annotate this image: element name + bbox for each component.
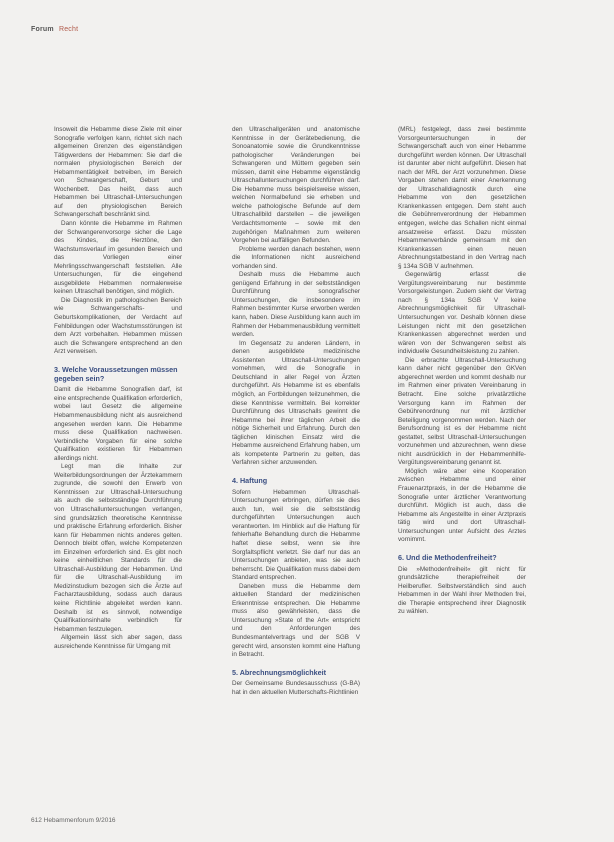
paragraph: Legt man die Inhalte zur Weiterbildungsordnungen der Ärztekammern zugrunde, die sowohl den Erwerb von Kenntnissen zur Ultraschall-Untersuchung als auch die selbstständige Durchführung von Ultraschalluntersuchungen verlangen, sind grundsätzlich theoretische Kenntnisse und praktische Erfahrung erforderlich. Bisher kann für Hebammen nichts anderes gelten. Dennoch bleibt offen, welche Kompetenzen im Einzelnen erforderlich sind. Es gibt noch keine einheitlichen Standards für die Ultraschall-Ausbildung der Hebammen. Und für die Ultraschall-Ausbildung im Medizinstudium bezogen sich die Ärzte auf Facharztausbildung, sodass auch daraus keine Richtlinie abgeleitet werden kann. Deshalb ist es sinnvoll, notwendige Qualifikationsinhalte verbindlich für Hebammen festzulegen. <box>54 463 182 633</box>
paragraph: Probleme werden danach bestehen, wenn die Informationen nicht ausreichend vorhanden sind. <box>232 245 360 270</box>
paragraph: Dann könnte die Hebamme im Rahmen der Schwangerenvorsorge sicher die Lage des Kindes, die Herztöne, den Wachstumsverlauf im gesunden Bereich und das Vorliegen einer Mehrlingsschwangerschaft feststellen. Alle Untersuchungen, für die eingehend ausgebildete Hebammen normalerweise keinen Ultraschall benötigen, sind möglich. <box>54 220 182 296</box>
paragraph: Die erbrachte Ultraschall-Untersuchung kann daher nicht gegenüber den GKVen abgerechnet werden und kommt deshalb nur im Rahmen einer privaten Vereinbarung in Betracht. Eine solche privatärztliche Versorgung kann im Rahmen der Gebührenordnung nur mit ärztlicher Beteiligung vorgenommen werden. Nach der Berufsordnung ist es der Hebamme nicht gestattet, selbst Ultraschall-Untersuchungen vorzunehmen und abzurechnen, wenn diese nicht ausdrücklich in der Hebammenhilfe-Vergütungsvereinbarung genannt ist. <box>398 356 526 467</box>
paragraph: Sofern Hebammen Ultraschall-Untersuchungen erbringen, dürfen sie dies auch tun, weil sie die selbstständig durchgeführten Untersuchungen auch verantworten. Im Hinblick auf die Haftung für fehlerhafte Behandlung durch die Hebamme haftet diese selbst, wenn sie ihre Sorgfaltspflicht verletzt. Sie darf nur das an Untersuchungen anbieten, was sie auch beherrscht. Die Qualifikation muss dabei dem Standard entsprechen. <box>232 488 360 582</box>
section-heading: 3. Welche Voraussetzungen müssen gegeben sein? <box>54 364 178 383</box>
paragraph: den Ultraschallgeräten und anatomische Kenntnisse in der Gerätebedienung, die Sonoanatomie sowie die Grundkenntnisse pathologischer Veränderungen bei Schwangeren und Müttern gegeben sein müssen, damit eine Hebamme eigenständig Ultraschalluntersuchungen durchführen darf. Die Hebamme muss beispielsweise wissen, welchen Normalbefund sie erheben und welche pathologische Befunde auf dem Ultraschallbild darstellen – die jeweiligen Verdachtsmomente – sowie mit den zugehörigen Maßnahmen zum weiteren Vorgehen bei auffälligen Befunden. <box>232 126 360 245</box>
paragraph: Die »Methodenfreiheit« gilt nicht für grundsätzliche therapiefreiheit der Heilberufler. Selbstverständlich sind auch Hebammen in der Wahl ihrer Methoden frei, die Therapie entsprechend ihrer Diagnostik zu wählen. <box>398 565 526 616</box>
page-footer: 612 Hebammenforum 9/2016 <box>31 817 116 824</box>
column-2 <box>232 126 360 810</box>
paragraph: Im Gegensatz zu anderen Ländern, in denen ausgebildete medizinische Assistenten Ultraschall-Untersuchungen vornehmen, wird die Sonografie in Deutschland in aller Regel von Ärzten durchgeführt. Als Hebamme ist es ebenfalls möglich, an Fortbildungen teilzunehmen, die diese Kenntnisse vermitteln. Bei korrekter Durchführung des Ultraschalls gewinnt die Hebamme bei ihrer täglichen Arbeit die nötige Sicherheit und Erfahrung. Durch den täglichen klinischen Einsatz wird die Hebamme ausreichend Erfahrung haben, um als kompetente Partnerin zu gelten, das Verfahren sicher anzuwenden. <box>232 339 360 467</box>
section-heading: 5. Abrechnungsmöglichkeit <box>232 667 326 677</box>
paragraph: Gegenwärtig erfasst die Vergütungsvereinbarung nur bestimmte Vorsorgeleistungen. Zudem sieht der Vertrag nach § 134a SGB V keine Abrechnungsmöglichkeit für Ultraschall-Untersuchungen vor. Deshalb können diese Leistungen nicht mit den gesetzlichen Krankenkassen abgerechnet werden und wären von der Schwangeren selbst als individuelle Gesundheitsleistung zu zahlen. <box>398 271 526 356</box>
paragraph: Damit die Hebamme Sonografien darf, ist eine entsprechende Qualifikation erforderlich, wobei laut Gesetz die allgemeine Hebammenausbildung nicht als ausreichend angesehen werden kann. Die Hebamme muss diese Qualifikation nachweisen. Verbindliche Vorgaben für eine solche Qualifikation existieren für Hebammen allerdings nicht. <box>54 386 182 462</box>
paragraph: Insoweit die Hebamme diese Ziele mit einer Sonografie verfolgen kann, richtet sich nach allgemeinen Grenzen des eigenständigen Tätigwerdens der Hebammen: Sie darf die normalen physiologischen Bereich der Hebammentätigkeit betreiben, im Bereich von Schwangerschaft, Geburt und Wochenbett. Das heißt, dass auch Hebammen bei Ultraschall-Untersuchungen auf den physiologischen Bereich Schwangerschaft beschränkt sind. <box>54 126 182 219</box>
paragraph: Die Diagnostik im pathologischen Bereich wie Schwangerschafts- und Geburtskomplikationen, der Verdacht auf Fehlbildungen oder Wachstumsstörungen ist dem Arzt vorbehalten. Hebammen müssen auch die Schwangere entsprechend an den Arzt verweisen. <box>54 296 182 356</box>
paragraph: Daneben muss die Hebamme dem aktuellen Standard der medizinischen Erkenntnisse entsprechen. Die Hebamme muss also gewährleisten, dass die Untersuchung »State of the Art« entspricht und den Anforderungen des Bundesmantelvertrags und der SGB V gerecht wird, ansonsten kommt eine Haftung in Betracht. <box>232 582 360 659</box>
article-body <box>54 126 578 810</box>
section-heading: 6. Und die Methodenfreiheit? <box>398 552 497 562</box>
paragraph: Deshalb muss die Hebamme auch genügend Erfahrung in der selbstständigen Durchführung sonografischer Untersuchungen, die insbesondere im Rahmen bestimmter Kurse erworben werden kann, haben. Diese Ausbildung kann auch im Rahmen der Hebammenausbildung vermittelt werden. <box>232 271 360 339</box>
paragraph: Möglich wäre aber eine Kooperation zwischen Hebamme und einer Frauenarztpraxis, in der die Hebamme die Sonografie unter ärztlicher Verantwortung durchführt. Möglich ist auch, dass die Hebamme als Angestellte in einer Arztpraxis tätig wird und dort Ultraschall-Untersuchungen unter Aufsicht des Arztes vornimmt. <box>398 467 526 544</box>
paragraph: Der Gemeinsame Bundesausschuss (G-BA) hat in den aktuellen Mutterschafts-Richtlinien <box>232 680 360 696</box>
page-header <box>31 26 78 33</box>
column-1 <box>54 126 182 810</box>
header-subsection: Recht <box>58 26 79 33</box>
section-heading: 4. Haftung <box>232 475 268 485</box>
paragraph: Allgemein lässt sich aber sagen, dass ausreichende Kenntnisse für Umgang mit <box>54 634 182 650</box>
column-3 <box>398 126 526 810</box>
header-section: Forum <box>31 26 54 33</box>
paragraph: (MRL) festgelegt, dass zwei bestimmte Vorsorgeuntersuchungen in der Schwangerschaft auch von einer Hebamme durchgeführt werden können. Der Ultraschall ist darunter aber nicht aufgeführt. Diesen hat nach der MRL der Arzt vorzunehmen. Diese Vorgaben stehen damit einer Anerkennung der Ultraschalldiagnostik durch eine Hebamme von den gesetzlichen Krankenkassen entgegen. Dem steht auch die Gebührenverordnung der Hebammen entgegen, welche das Schallen nicht einmal ansatzweise erfasst. Dazu müssten Hebammenverbände gemeinsam mit den Krankenkassen einen neuen Abrechnungstatbestand in den Vertrag nach § 134a SGB V aufnehmen. <box>398 126 526 270</box>
